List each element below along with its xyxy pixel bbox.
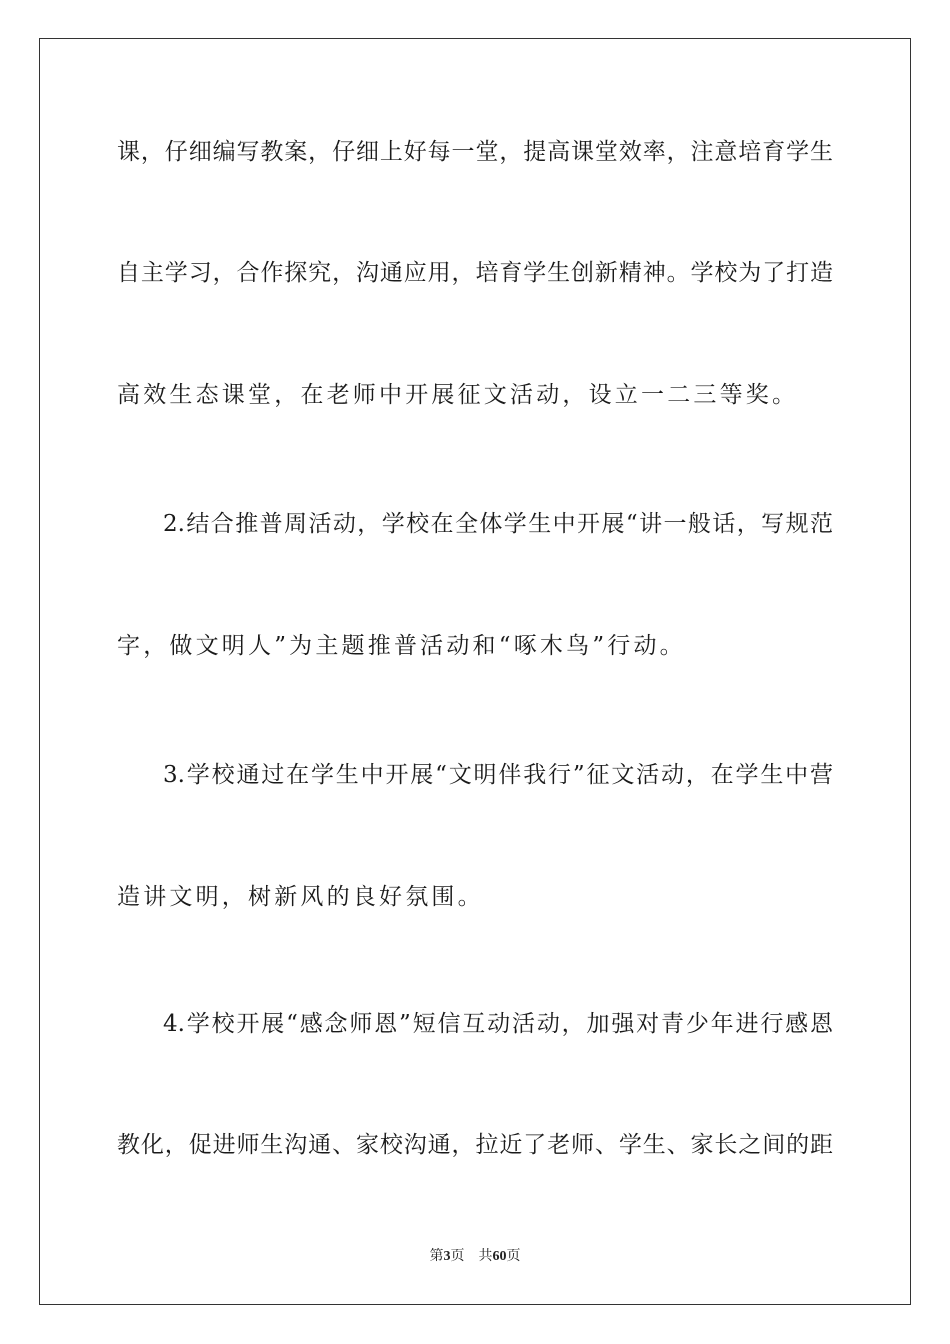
paragraph-line: 自主学习，合作探究，沟通应用，培育学生创新精神。学校为了打造: [117, 260, 833, 286]
paragraph-line: 课，仔细编写教案，仔细上好每一堂，提高课堂效率，注意培育学生: [117, 139, 833, 165]
paragraph-line: 3.学校通过在学生中开展“文明伴我行”征文活动，在学生中营: [163, 762, 833, 788]
total-pages-label: 共60页: [478, 1248, 521, 1264]
page-number-label: 第3页: [429, 1248, 465, 1264]
page-footer: [0, 1246, 950, 1267]
paragraph-line: 2.结合推普周活动，学校在全体学生中开展“讲一般话，写规范: [163, 511, 833, 537]
paragraph-line: 高效生态课堂，在老师中开展征文活动，设立一二三等奖。: [117, 382, 799, 408]
page-border: [39, 38, 911, 1305]
paragraph-line: 教化，促进师生沟通、家校沟通，拉近了老师、学生、家长之间的距: [117, 1132, 833, 1158]
paragraph-line: 字，做文明人”为主题推普活动和“啄木鸟”行动。: [117, 633, 686, 659]
paragraph-line: 4.学校开展“感念师恩”短信互动活动，加强对青少年进行感恩: [163, 1011, 833, 1037]
paragraph-line: 造讲文明，树新风的良好氛围。: [117, 884, 484, 910]
